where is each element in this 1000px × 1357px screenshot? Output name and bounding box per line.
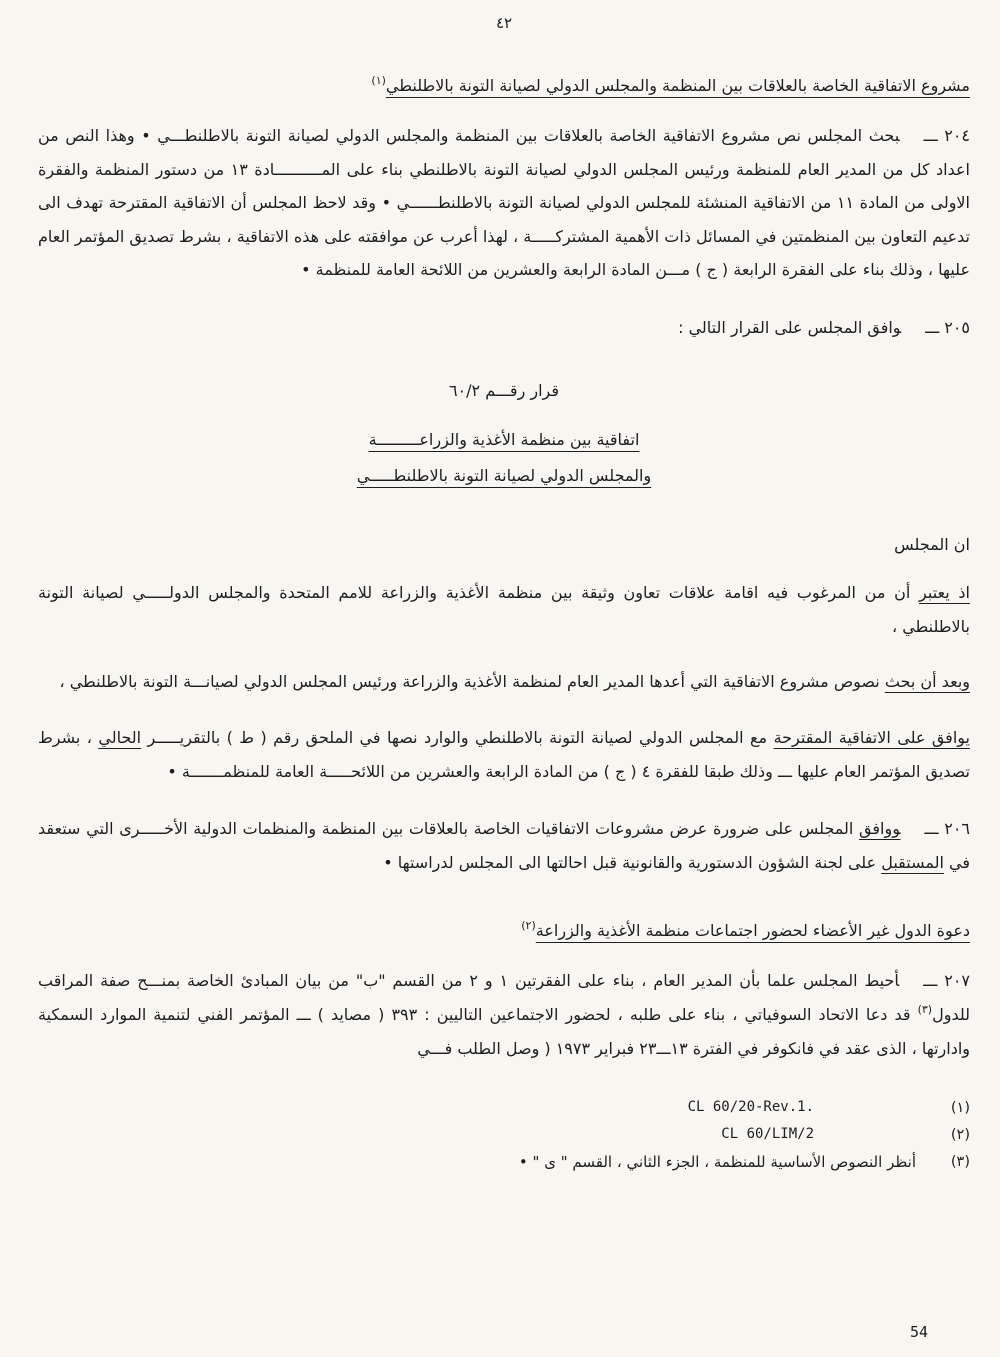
paragraph-206 bbox=[38, 812, 970, 879]
clause-approves-underlined-word: الحالي bbox=[98, 727, 142, 747]
page-number-top: ٤٢ bbox=[495, 14, 513, 32]
page-number-bottom: 54 bbox=[909, 1323, 928, 1341]
paragraph-206-lead: ووافق bbox=[859, 819, 901, 839]
resolution-clause-having-examined bbox=[38, 665, 970, 699]
paragraph-205-text: وافق المجلس على القرار التالي : bbox=[678, 317, 902, 337]
paragraph-205 bbox=[38, 311, 970, 345]
footnote-2-number: (٢) bbox=[950, 1126, 970, 1143]
clause-approves-text-a: مع المجلس الدولي لصيانة التونة بالاطلنطي والوارد نصها في الملحق رقم ( ط ) بالتقريـــــر bbox=[141, 727, 774, 747]
clause-approves-lead: يوافق على الاتفاقية المقترحة bbox=[773, 727, 970, 747]
footnote-2 bbox=[38, 1122, 970, 1149]
paragraph-204 bbox=[38, 119, 970, 287]
footnote-2-text: CL 60/LIM/2 bbox=[721, 1125, 814, 1142]
footnote-3-text: أنظر النصوص الأساسية للمنظمة ، الجزء الثاني ، القسم " ى " • bbox=[518, 1152, 916, 1171]
paragraph-206-underlined-word: المستقبل bbox=[881, 852, 944, 872]
clause-having-examined-text: نصوص مشروع الاتفاقية التي أعدها المدير العام لمنظمة الأغذية والزراعة ورئيس المجلس الدولي لصيانـــة التونة بالاطلنطي ، bbox=[59, 672, 885, 692]
section-heading-invitation bbox=[38, 921, 970, 940]
paragraph-207-number: ٢٠٧ ـــ bbox=[923, 971, 971, 991]
clause-considering-text: أن من المرغوب فيه اقامة علاقات تعاون وثيقة بين منظمة الأغذية والزراعة للامم المتحدة والمجلس الدولـــــي لصيانة التونة بالاطلنطي ، bbox=[38, 583, 970, 636]
footnote-1-number: (١) bbox=[950, 1100, 970, 1117]
section-heading-agreement bbox=[38, 76, 970, 95]
paragraph-207-text-a: أحيط المجلس علما بأن المدير العام ، بناء على الفقرتين ١ و ٢ من القسم "ب" من بيان المبادئ الخاصة بمنـــح صفة المراقب للدول bbox=[38, 971, 971, 1024]
paragraph-204-text: بحث المجلس نص مشروع الاتفاقية الخاصة بالعلاقات بين المنظمة والمجلس الدولي لصيانة التونة بالاطلنطـــي • وهذا النص من اعداد كل من المدير العام للمنظمة ورئيس المجلس الدولي لصيانة التونة بالاطلنطي بناء على المــــــــــادة ١٣ من دستور المنظمة والفقرة الاولى من المادة ١١ من الاتفاقية المنشئة للمجلس الدولي لصيانة التونة بالاطلنطــــــي • وقد لاحظ المجلس أن الاتفاقية المقترحة تهدف الى تدعيم التعاون بين المنظمتين في المسائل ذات الأهمية المشتركـــــة ، لهذا أعرب عن موافقته على هذه الاتفاقية ، بشرط تصديق المؤتمر العام عليها ، وذلك بناء على الفقرة الرابعة ( ج ) مـــن المادة الرابعة والعشرين من اللائحة العامة للمنظمة • bbox=[38, 126, 970, 280]
paragraph-206-text-b: على لجنة الشؤون الدستورية والقانونية قبل احالتها الى المجلس لدراستها • bbox=[383, 852, 882, 872]
clause-considering-lead: اذ يعتبر bbox=[919, 583, 971, 603]
paragraph-207-text-b: قد دعا الاتحاد السوفياتي ، بناء على طلبه ، لحضور الاجتماعين التاليين : ٣٩٣ ( مصايد ) ـــ المؤتمر الفني لتنمية الموارد السمكية وادارتها ، الذى عقد في فانكوفر في الفترة ١٣ـــ٢٣ فبراير ١٩٧٣ ( وصل الطلب فـــي bbox=[38, 1004, 970, 1058]
clause-approves-text-b: ، بشرط تصديق المؤتمر العام عليها ـــ وذلك طبقا للفقرة ٤ ( ج ) من المادة الرابعة والعشرين من اللائحـــــة العامة للمنظمـــــــة • bbox=[38, 727, 970, 781]
footnote-ref-3: (٣) bbox=[917, 1002, 933, 1016]
footnote-1 bbox=[38, 1095, 970, 1122]
resolution-title: قرار رقـــم ٦٠/٢ bbox=[448, 380, 560, 400]
resolution-subtitle bbox=[38, 422, 970, 496]
section-heading-agreement-text: مشروع الاتفاقية الخاصة بالعلاقات بين المنظمة والمجلس الدولي لصيانة التونة بالاطلنطي bbox=[385, 76, 970, 95]
footnote-3-number: (٣) bbox=[950, 1153, 970, 1170]
paragraph-206-number: ٢٠٦ ـــ bbox=[924, 819, 971, 839]
footnote-1-text: CL 60/20-Rev.1. bbox=[687, 1099, 814, 1116]
footnote-ref-1: (١) bbox=[371, 74, 386, 87]
paragraph-206-text-a: المجلس على ضرورة عرض مشروعات الاتفاقيات الخاصة بالعلاقات بين المنظمة والمنظمات الدولية الأخـــــرى التي ستعقد في bbox=[38, 819, 970, 872]
footnotes bbox=[38, 1095, 970, 1176]
resolution-subtitle-line2: والمجلس الدولي لصيانة التونة بالاطلنطـــــي bbox=[356, 466, 652, 486]
paragraph-205-number: ٢٠٥ ـــ bbox=[925, 317, 970, 337]
footnote-3 bbox=[38, 1149, 970, 1177]
resolution-clause-approves bbox=[38, 721, 970, 788]
section-heading-invitation-text: دعوة الدول غير الأعضاء لحضور اجتماعات منظمة الأغذية والزراعة bbox=[535, 921, 970, 941]
resolution-opening: ان المجلس bbox=[894, 535, 970, 555]
paragraph-204-number: ٢٠٤ ـــ bbox=[923, 126, 970, 145]
resolution-clause-considering bbox=[38, 576, 970, 643]
footnote-ref-2: (٢) bbox=[521, 919, 536, 933]
clause-having-examined-lead: وبعد أن بحث bbox=[884, 672, 970, 692]
resolution-subtitle-line1: اتفاقية بين منظمة الأغذية والزراعـــــــــة bbox=[368, 429, 640, 449]
paragraph-207 bbox=[38, 964, 970, 1065]
